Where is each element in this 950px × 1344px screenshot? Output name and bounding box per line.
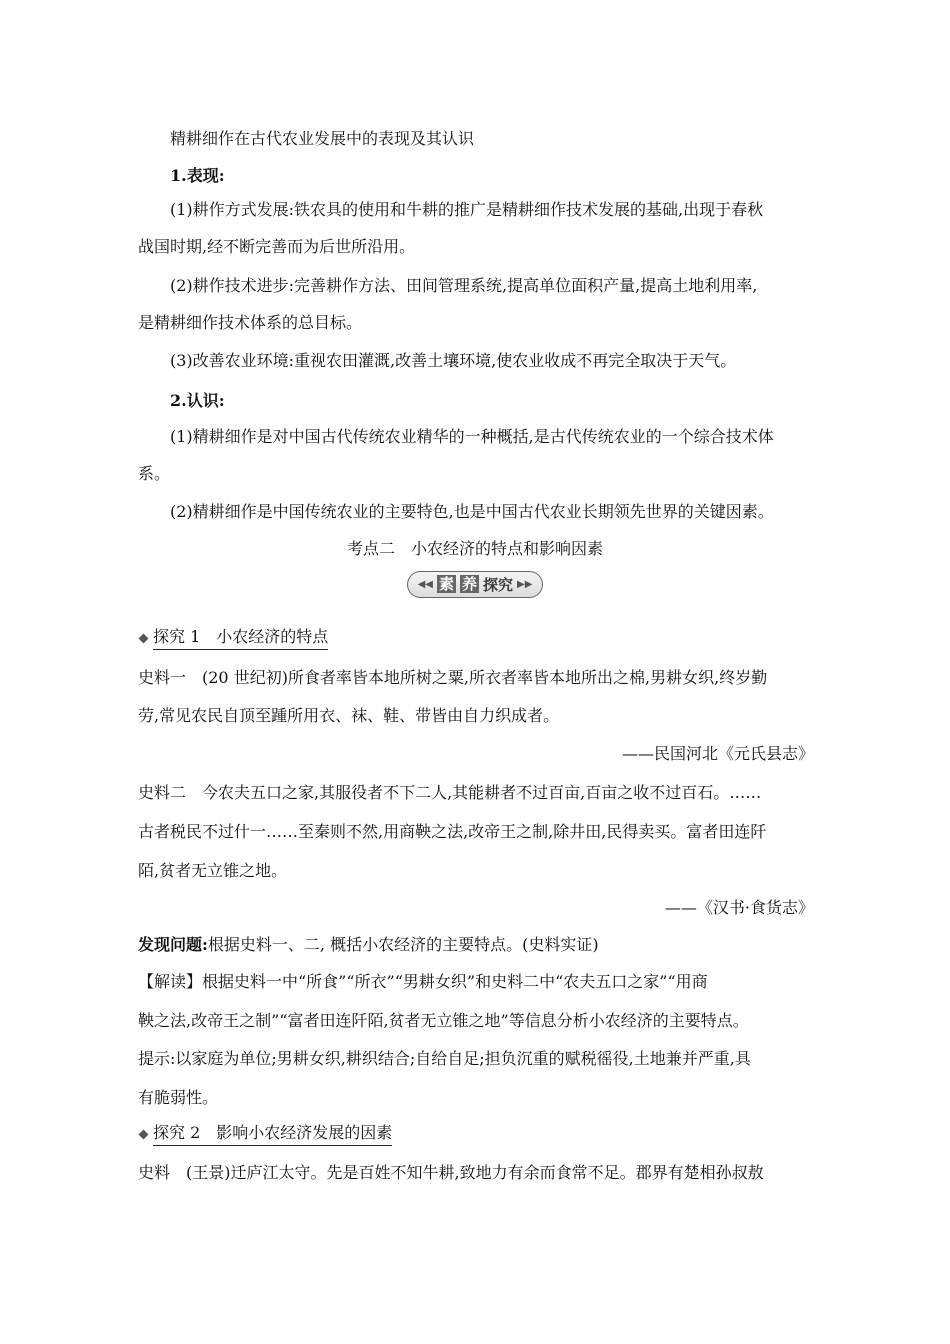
source-text: 史料 (王景)迁庐江太守。先是百姓不知牛耕,致地力有余而食常不足。郡界有楚相孙叔敖 — [138, 1163, 764, 1182]
source-text: 史料一 (20 世纪初)所食者率皆本地所树之粟,所衣者率皆本地所出之棉,男耕女织,终岁勤 — [138, 668, 768, 687]
left-arrow-icon: ◀◀ — [417, 578, 433, 590]
paragraph-text: (3)改善农业环境:重视农田灌溉,改善土壤环境,使农业收成不再完全取决于天气。 — [170, 351, 737, 370]
paragraph-text: 战国时期,经不断完善而为后世所沿用。 — [138, 237, 416, 256]
heading-understanding: 2.认识: — [170, 391, 225, 410]
explore2-title: 探究 2 影响小农经济发展的因素 — [153, 1122, 392, 1146]
diamond-bullet-icon — [139, 633, 149, 643]
source-citation: ——民国河北《元氏县志》 — [621, 744, 814, 763]
banner-badge — [407, 571, 544, 598]
paragraph-text: (1)精耕细作是对中国古代传统农业精华的一种概括,是古代传统农业的一个综合技术体 — [170, 427, 774, 446]
source-text: 劳,常见农民自顶至踵所用衣、袜、鞋、带皆由自力织成者。 — [138, 706, 560, 725]
interpretation-text: 【解读】根据史料一中“所食”“所衣”“男耕女织”和史料二中“农夫五口之家”“用商 — [138, 972, 708, 991]
banner-char-box: 养 — [461, 575, 477, 593]
paragraph-text: 系。 — [138, 464, 171, 483]
source-text: 古者税民不过什一……至秦则不然,用商鞅之法,改帝王之制,除井田,民得卖买。富者田连阡 — [138, 822, 767, 841]
topic-title: 考点二 小农经济的特点和影响因素 — [346, 539, 603, 558]
section-title: 精耕细作在古代农业发展中的表现及其认识 — [170, 129, 475, 148]
interpretation-text: 鞅之法,改帝王之制”“富者田连阡陌,贫者无立锥之地”等信息分析小农经济的主要特点。 — [138, 1011, 749, 1030]
literacy-explore-banner — [0, 569, 950, 599]
banner-char-box: 素 — [438, 575, 454, 593]
explore1-title: 探究 1 小农经济的特点 — [153, 626, 328, 650]
paragraph-text: (2)精耕细作是中国传统农业的主要特色,也是中国古代农业长期领先世界的关键因素。 — [170, 502, 774, 521]
paragraph-text: 是精耕细作技术体系的总目标。 — [138, 313, 363, 332]
explore1-heading — [138, 626, 814, 650]
hint-text: 有脆弱性。 — [138, 1088, 219, 1107]
right-arrow-icon: ▶▶ — [517, 578, 533, 590]
paragraph-text: (2)耕作技术进步:完善耕作方法、田间管理系统,提高单位面积产量,提高土地利用率, — [170, 276, 758, 295]
source-citation: ——《汉书·食货志》 — [664, 898, 814, 917]
source-text: 陌,贫者无立锥之地。 — [138, 861, 288, 880]
heading-manifestation: 1.表现: — [170, 166, 225, 185]
source-text: 史料二 今农夫五口之家,其服役者不下二人,其能耕者不过百亩,百亩之收不过百石。…… — [138, 783, 762, 802]
paragraph-text: (1)耕作方式发展:铁农具的使用和牛耕的推广是精耕细作技术发展的基础,出现于春秋 — [170, 200, 764, 219]
explore2-heading — [138, 1122, 814, 1146]
question-line — [138, 934, 814, 956]
question-label: 发现问题: — [138, 935, 208, 954]
hint-text: 提示:以家庭为单位;男耕女织,耕织结合;自给自足;担负沉重的赋税徭役,土地兼并严重,具 — [138, 1049, 751, 1068]
question-text: 根据史料一、二, 概括小农经济的主要特点。(史料实证) — [207, 935, 599, 954]
banner-label: 探究 — [483, 575, 514, 594]
diamond-bullet-icon — [139, 1129, 149, 1139]
